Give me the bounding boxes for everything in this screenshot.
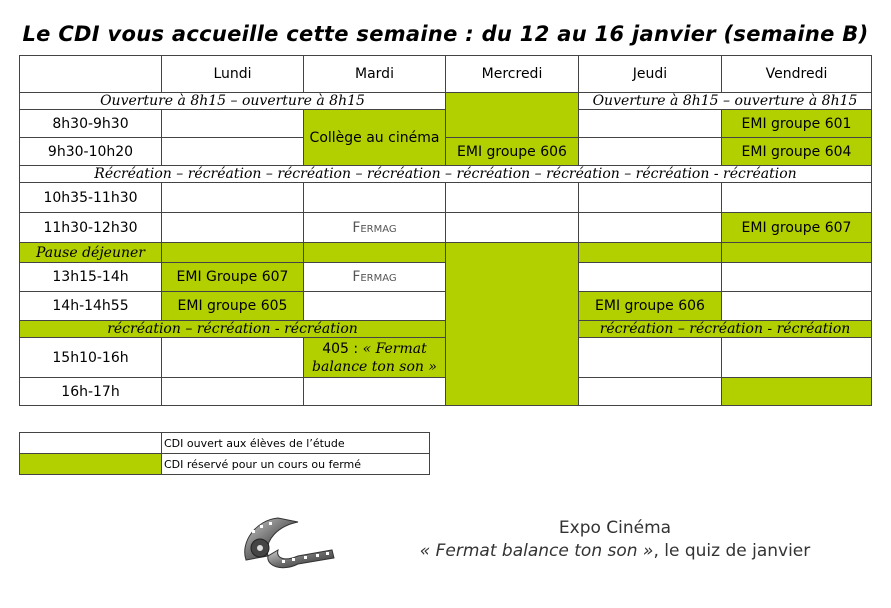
slot-label: 9h30-10h20	[20, 138, 162, 166]
legend-swatch-reserved	[20, 454, 162, 475]
page-title: Le CDI vous accueille cette semaine : du 12 au 16 janvier (semaine B)	[22, 22, 869, 46]
cell-mardi-1600	[304, 378, 446, 406]
mercredi-afternoon-closed	[446, 243, 579, 406]
cell-lundi-1035	[162, 183, 304, 213]
event-mardi-fermag: Fermag	[304, 263, 446, 292]
expo-quiz-title: « Fermat balance ton son »	[419, 541, 654, 561]
mercredi-closed-block	[446, 93, 579, 138]
recreation-note-afternoon-right: récréation – récréation - récréation	[579, 321, 872, 338]
film-reel-icon	[238, 512, 338, 574]
lunch-mardi	[304, 243, 446, 263]
event-college-au-cinema: Collège au cinéma	[304, 110, 446, 166]
cell-lundi-0930	[162, 138, 304, 166]
slot-label: 11h30-12h30	[20, 213, 162, 243]
legend-swatch-open	[20, 433, 162, 454]
cell-vendredi-1400	[722, 292, 872, 321]
event-mercredi-606: EMI groupe 606	[446, 138, 579, 166]
day-header-mardi: Mardi	[304, 56, 446, 93]
cell-jeudi-1035	[579, 183, 722, 213]
lunch-vendredi	[722, 243, 872, 263]
opening-row	[20, 93, 872, 110]
slot-label: 10h35-11h30	[20, 183, 162, 213]
expo-subtitle	[380, 541, 850, 561]
cell-vendredi-1510	[722, 338, 872, 378]
slot-label: 13h15-14h	[20, 263, 162, 292]
opening-note-right: Ouverture à 8h15 – ouverture à 8h15	[579, 93, 872, 110]
cell-mardi-1035	[304, 183, 446, 213]
day-header-jeudi: Jeudi	[579, 56, 722, 93]
slot-label: 16h-17h	[20, 378, 162, 406]
expo-title: Expo Cinéma	[558, 518, 672, 538]
day-header-mercredi: Mercredi	[446, 56, 579, 93]
event-mardi-fermag: Fermag	[304, 213, 446, 243]
event-lundi-605: EMI groupe 605	[162, 292, 304, 321]
event-mardi-405	[304, 338, 446, 378]
recreation-note-morning: Récréation – récréation – récréation – récréation – récréation – récréation – récréation - récréation	[20, 166, 872, 183]
cell-jeudi-1130	[579, 213, 722, 243]
cell-jeudi-0930	[579, 138, 722, 166]
table-row	[20, 183, 872, 213]
schedule-table	[19, 55, 872, 406]
recreation-note-afternoon-left: récréation – récréation - récréation	[20, 321, 446, 338]
event-jeudi-606: EMI groupe 606	[579, 292, 722, 321]
event-class-label: 405 :	[322, 340, 363, 357]
cell-lundi-1130	[162, 213, 304, 243]
day-header-vendredi: Vendredi	[722, 56, 872, 93]
event-vendredi-601: EMI groupe 601	[722, 110, 872, 138]
event-vendredi-604: EMI groupe 604	[722, 138, 872, 166]
cell-jeudi-1600	[579, 378, 722, 406]
cell-mercredi-1130	[446, 213, 579, 243]
slot-label: 8h30-9h30	[20, 110, 162, 138]
expo-quiz-rest: , le quiz de janvier	[653, 541, 811, 561]
cell-lundi-1510	[162, 338, 304, 378]
legend-label-reserved: CDI réservé pour un cours ou fermé	[162, 454, 430, 475]
expo-announcement	[380, 518, 850, 561]
legend-table	[19, 432, 430, 475]
lunch-lundi	[162, 243, 304, 263]
event-title: « Fermat balance ton son »	[312, 340, 437, 375]
cell-vendredi-1035	[722, 183, 872, 213]
cell-jeudi-0830	[579, 110, 722, 138]
cell-jeudi-1315	[579, 263, 722, 292]
event-lundi-607: EMI Groupe 607	[162, 263, 304, 292]
recreation-row	[20, 166, 872, 183]
opening-note-left: Ouverture à 8h15 – ouverture à 8h15	[20, 93, 446, 110]
slot-label: 14h-14h55	[20, 292, 162, 321]
table-row	[20, 138, 872, 166]
lunch-label: Pause déjeuner	[20, 243, 162, 263]
lunch-row	[20, 243, 872, 263]
legend-label-open: CDI ouvert aux élèves de l’étude	[162, 433, 430, 454]
slot-label: 15h10-16h	[20, 338, 162, 378]
cell-mardi-1400	[304, 292, 446, 321]
cell-lundi-0830	[162, 110, 304, 138]
header-row	[20, 56, 872, 93]
cell-vendredi-1315	[722, 263, 872, 292]
day-header-lundi: Lundi	[162, 56, 304, 93]
event-vendredi-607: EMI groupe 607	[722, 213, 872, 243]
cell-vendredi-1600	[722, 378, 872, 406]
cell-jeudi-1510	[579, 338, 722, 378]
cell-mercredi-1035	[446, 183, 579, 213]
cell-lundi-1600	[162, 378, 304, 406]
corner-cell	[20, 56, 162, 93]
table-row	[20, 213, 872, 243]
lunch-jeudi	[579, 243, 722, 263]
